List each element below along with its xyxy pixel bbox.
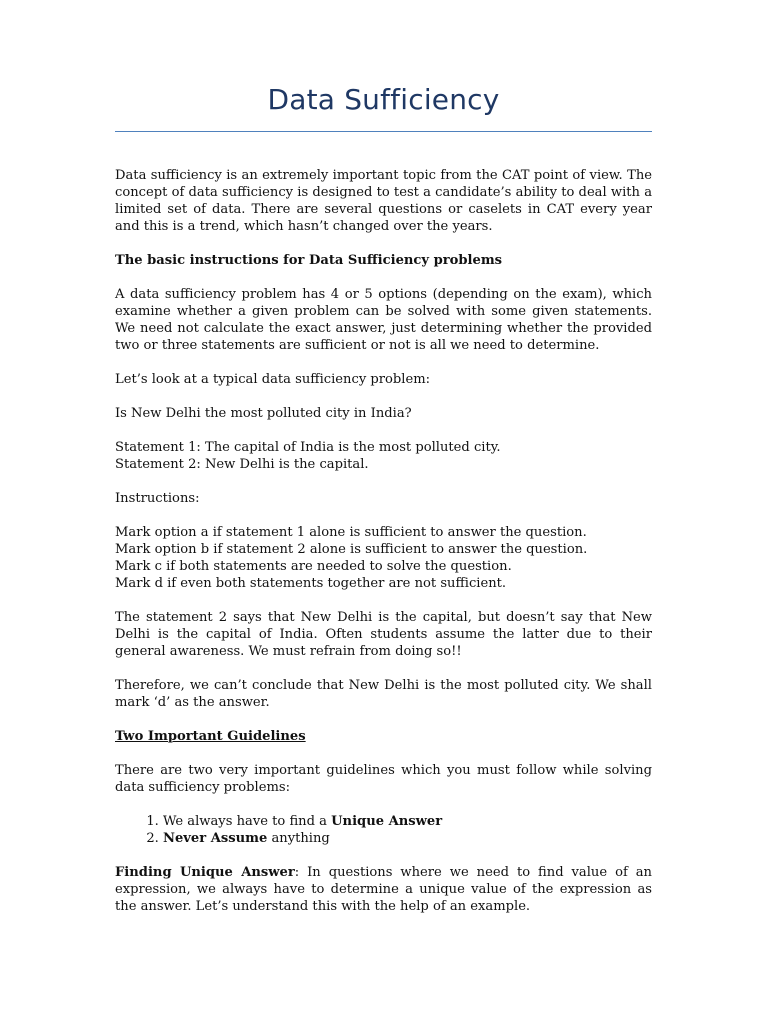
mark-options-block — [115, 524, 652, 592]
document-page — [115, 82, 652, 915]
guideline-item — [163, 830, 652, 847]
guideline-text: We always have to find a — [163, 814, 332, 829]
statement-line: Statement 2: New Delhi is the capital. — [115, 457, 369, 472]
statement-line: Statement 1: The capital of India is the most polluted city. — [115, 440, 501, 455]
guidelines-list — [115, 813, 652, 847]
conclusion-paragraph: Therefore, we can’t conclude that New Delhi is the most polluted city. We shall mark ‘d’ as the answer. — [115, 678, 652, 710]
instructions-paragraph: A data sufficiency problem has 4 or 5 options (depending on the exam), which examine whether a given problem can be solved with some given statements. We need not calculate the exact answer, just determining whether the provided two or three statements are sufficient or not is all we need to determine. — [115, 287, 652, 353]
guidelines-heading: Two Important Guidelines — [115, 729, 306, 744]
guidelines-intro: There are two very important guidelines which you must follow while solving data sufficiency problems: — [115, 763, 652, 795]
mark-option-line: Mark d if even both statements together are not sufficient. — [115, 576, 507, 591]
look-line: Let’s look at a typical data sufficiency problem: — [115, 372, 431, 387]
mark-option-line: Mark option b if statement 2 alone is sufficient to answer the question. — [115, 542, 588, 557]
finding-text: : In questions where we need to find value of an expression, we always have to determine a unique value of the expression as the answer. Let’s understand this with the help of an example. — [115, 865, 652, 914]
question-text: Is New Delhi the most polluted city in India? — [115, 406, 412, 421]
guideline-item — [163, 813, 652, 830]
statements-block — [115, 439, 652, 473]
instructions-label: Instructions: — [115, 491, 200, 506]
explanation-paragraph: The statement 2 says that New Delhi is the capital, but doesn’t say that New Delhi is the capital of India. Often students assume the latter due to their general awareness. We must refrain from doing so!! — [115, 610, 652, 659]
finding-label: Finding Unique Answer — [115, 865, 295, 880]
instructions-heading: The basic instructions for Data Sufficiency problems — [115, 253, 503, 268]
title-underline — [115, 131, 652, 132]
guideline-bold: Unique Answer — [331, 814, 443, 829]
document-title: Data Sufficiency — [267, 83, 500, 116]
guideline-bold: Never Assume — [163, 831, 268, 846]
guideline-text: anything — [267, 831, 330, 846]
mark-option-line: Mark c if both statements are needed to solve the question. — [115, 559, 512, 574]
finding-paragraph — [115, 864, 652, 915]
intro-paragraph: Data sufficiency is an extremely important topic from the CAT point of view. The concept of data sufficiency is designed to test a candidate’s ability to deal with a limited set of data. There are several questions or caselets in CAT every year and this is a trend, which hasn’t changed over the years. — [115, 168, 652, 234]
mark-option-line: Mark option a if statement 1 alone is sufficient to answer the question. — [115, 525, 587, 540]
